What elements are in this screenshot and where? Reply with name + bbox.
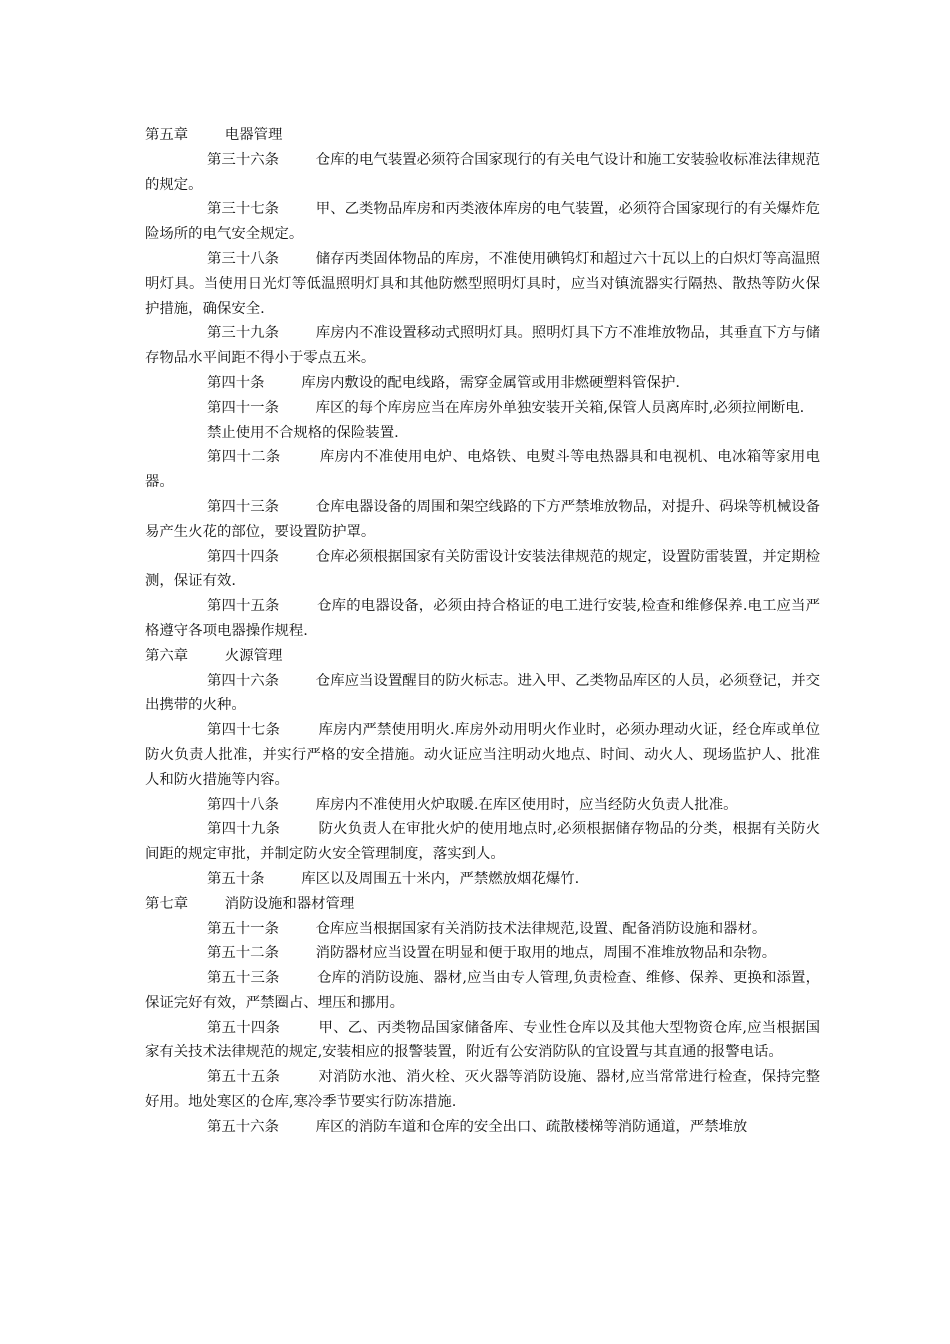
article-text: 仓库的消防设施、器材,应当由专人管理,负责检查、维修、保养、更换和添置，保证完好有效，严禁圈占、埋压和挪用。 <box>145 970 820 1011</box>
article-paragraph <box>145 247 820 321</box>
article-text: 仓库电器设备的周围和架空线路的下方严禁堆放物品，对提升、码垛等机械设备易产生火花的部位，要设置防护罩。 <box>145 498 820 540</box>
article-text: 仓库的电气装置必须符合国家现行的有关电气设计和施工安装验收标准法律规范的规定。 <box>145 151 820 193</box>
article-text: 仓库应当根据国家有关消防技术法律规范,设置、配备消防设施和器材。 <box>315 920 767 937</box>
article-paragraph <box>145 718 820 792</box>
article-paragraph <box>145 396 820 421</box>
article-paragraph <box>145 1016 820 1066</box>
chapter-title: 火源管理 <box>224 647 283 664</box>
chapter-heading <box>145 123 820 148</box>
article-text: 防火负责人在审批火炉的使用地点时,必须根据储存物品的分类，根据有关防火间距的规定审批，并制定防火安全管理制度，落实到人。 <box>145 821 820 863</box>
article-number: 第四十二条 <box>207 449 281 466</box>
article-number: 第四十三条 <box>207 498 280 515</box>
article-text: 库房内不准使用电炉、电烙铁、电熨斗等电热器具和电视机、电冰箱等家用电器。 <box>145 449 820 491</box>
chapter-title: 电器管理 <box>224 127 283 143</box>
article-paragraph <box>145 495 820 545</box>
chapter-heading <box>145 644 820 669</box>
article-text: 库区的每个库房应当在库房外单独安装开关箱,保管人员离库时,必须拉闸断电. <box>315 399 805 416</box>
article-paragraph <box>145 371 820 396</box>
article-paragraph <box>145 1115 820 1140</box>
article-number: 第三十六条 <box>207 151 280 168</box>
article-number: 第五十一条 <box>207 920 279 937</box>
article-text: 甲、乙、丙类物品国家储备库、专业性仓库以及其他大型物资仓库,应当根据国家有关技术法律规范的规定,安装相应的报警装置，附近有公安消防队的宜设置与其直通的报警电话。 <box>145 1019 820 1061</box>
article-text: 仓库的电器设备，必须由持合格证的电工进行安装,检查和维修保养.电工应当严格遵守各项电器操作规程. <box>145 598 820 639</box>
article-text: 仓库必须根据国家有关防雷设计安装法律规范的规定，设置防雷装置，并定期检测，保证有效. <box>145 548 820 590</box>
article-paragraph <box>145 793 820 818</box>
article-number: 第五十三条 <box>207 970 280 987</box>
chapter-number: 第七章 <box>145 895 189 912</box>
article-paragraph <box>145 197 820 247</box>
article-paragraph <box>145 817 820 867</box>
article-number: 第四十九条 <box>207 821 281 838</box>
article-number: 第四十七条 <box>207 722 281 739</box>
article-text: 仓库应当设置醒目的防火标志。进入甲、乙类物品库区的人员，必须登记，并交出携带的火种。 <box>145 672 820 714</box>
chapter-number: 第五章 <box>145 127 189 143</box>
article-number: 第五十四条 <box>207 1019 281 1036</box>
article-text: 对消防水池、消火栓、灭火器等消防设施、器材,应当常常进行检查，保持完整好用。地处寒区的仓库,寒冷季节要实行防冻措施. <box>145 1069 820 1111</box>
article-text: 库区以及周围五十米内，严禁燃放烟花爆竹. <box>301 870 580 887</box>
article-text: 甲、乙类物品库房和丙类液体库房的电气装置，必须符合国家现行的有关爆炸危险场所的电气安全规定。 <box>145 201 820 243</box>
article-number: 第四十六条 <box>207 672 280 689</box>
article-paragraph <box>145 1065 820 1115</box>
article-paragraph <box>145 545 820 595</box>
article-text: 储存丙类固体物品的库房，不准使用碘钨灯和超过六十瓦以上的白炽灯等高温照明灯具。当使用日光灯等低温照明灯具和其他防燃型照明灯具时，应当对镇流器实行隔热、散热等防火保护措施，确保安全. <box>145 250 820 317</box>
article-number: 第五十二条 <box>207 945 279 962</box>
article-paragraph <box>145 321 820 371</box>
article-text: 库房内不准设置移动式照明灯具。照明灯具下方不准堆放物品，其垂直下方与储存物品水平间距不得小于零点五米。 <box>145 325 820 367</box>
article-paragraph <box>145 867 820 892</box>
article-paragraph <box>145 445 820 495</box>
article-number: 第四十五条 <box>207 598 280 615</box>
article-number: 第三十七条 <box>207 201 280 218</box>
document-body <box>145 123 820 1140</box>
chapter-title: 消防设施和器材管理 <box>224 895 355 912</box>
article-number: 第五十条 <box>207 870 265 887</box>
article-text: 库房内严禁使用明火.库房外动用明火作业时，必须办理动火证，经仓库或单位防火负责人批准，并实行严格的安全措施。动火证应当注明动火地点、时间、动火人、现场监护人、批准人和防火措施等内容。 <box>145 722 820 788</box>
article-number: 第四十一条 <box>207 399 279 416</box>
article-paragraph <box>145 594 820 644</box>
chapter-number: 第六章 <box>145 647 189 664</box>
article-number: 第四十条 <box>207 374 265 391</box>
article-paragraph <box>145 669 820 719</box>
body-paragraph: 禁止使用不合规格的保险装置. <box>207 424 399 441</box>
article-paragraph <box>145 941 820 966</box>
article-number: 第四十八条 <box>207 796 279 813</box>
article-text: 消防器材应当设置在明显和便于取用的地点，周围不准堆放物品和杂物。 <box>315 945 777 962</box>
article-number: 第三十九条 <box>207 325 280 342</box>
article-paragraph <box>145 917 820 942</box>
article-number: 第五十六条 <box>207 1118 279 1135</box>
chapter-heading <box>145 892 820 917</box>
article-number: 第三十八条 <box>207 250 280 267</box>
article-paragraph <box>145 966 820 1016</box>
article-text: 库房内不准使用火炉取暖.在库区使用时，应当经防火负责人批准。 <box>315 796 738 813</box>
article-text: 库区的消防车道和仓库的安全出口、疏散楼梯等消防通道，严禁堆放 <box>315 1118 748 1135</box>
article-number: 第四十四条 <box>207 548 280 565</box>
article-number: 第五十五条 <box>207 1069 281 1086</box>
article-text: 库房内敷设的配电线路，需穿金属管或用非燃硬塑料管保护. <box>301 374 680 391</box>
article-paragraph <box>145 148 820 198</box>
